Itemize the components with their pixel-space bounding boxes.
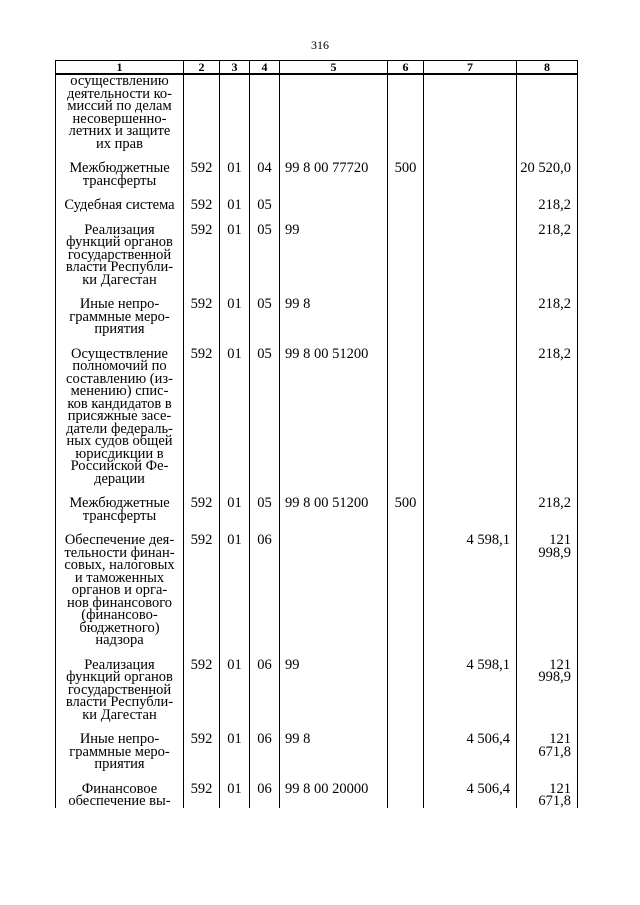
cell-name xyxy=(56,212,184,287)
table-row xyxy=(56,187,578,212)
cell-amount-8: 121 998,9 xyxy=(517,522,578,647)
cell-subsection: 05 xyxy=(250,212,280,287)
name-line: Осуществление xyxy=(71,345,168,362)
name-line: юрисдикции в xyxy=(75,445,164,462)
name-line: ки Дагестан xyxy=(82,706,157,723)
cell-admin-code: 592 xyxy=(184,771,220,808)
cell-target-article: 99 8 00 77720 xyxy=(280,150,388,187)
name-line: Обеспечение дея- xyxy=(64,532,175,548)
cell-amount-7 xyxy=(424,150,517,187)
name-line: Реализация xyxy=(84,221,155,238)
name-line: государственной xyxy=(67,681,172,698)
table-row xyxy=(56,485,578,522)
cell-name xyxy=(56,286,184,336)
cell-name xyxy=(56,336,184,486)
name-line: функций органов xyxy=(66,669,173,685)
name-line: Российской Фе- xyxy=(70,458,169,474)
cell-amount-8: 121 671,8 xyxy=(517,721,578,771)
name-line: приятия xyxy=(94,756,145,772)
cell-amount-8: 121 671,8 xyxy=(517,771,578,808)
name-line: осуществлению xyxy=(70,73,169,89)
cell-subsection: 05 xyxy=(250,485,280,522)
cell-amount-7 xyxy=(424,286,517,336)
cell-amount-8: 218,2 xyxy=(517,187,578,212)
cell-target-article xyxy=(280,522,388,647)
column-header: 5 xyxy=(280,61,388,75)
cell-subsection: 05 xyxy=(250,187,280,212)
name-line: летних и защите xyxy=(68,123,171,139)
cell-name xyxy=(56,74,184,150)
name-line: Иные непро- xyxy=(79,731,160,747)
cell-name xyxy=(56,522,184,647)
cell-target-article xyxy=(280,187,388,212)
table-row xyxy=(56,771,578,808)
name-line: ков кандидатов в xyxy=(67,395,172,412)
cell-admin-code: 592 xyxy=(184,187,220,212)
name-line: нов финансового xyxy=(66,594,173,611)
table-row xyxy=(56,336,578,486)
name-line: и таможенных xyxy=(74,569,165,586)
cell-subsection: 06 xyxy=(250,771,280,808)
cell-amount-7: 4 598,1 xyxy=(424,647,517,722)
name-line: деятельности ко- xyxy=(66,85,173,102)
cell-admin-code: 592 xyxy=(184,522,220,647)
cell-section: 01 xyxy=(220,522,250,647)
name-line: Межбюджетные xyxy=(69,160,170,176)
name-line: трансферты xyxy=(82,172,157,189)
cell-section: 01 xyxy=(220,286,250,336)
name-line: миссий по делам xyxy=(67,98,172,114)
cell-expense-type xyxy=(388,771,424,808)
cell-section: 01 xyxy=(220,150,250,187)
name-line: датели федераль- xyxy=(66,420,173,437)
cell-section: 01 xyxy=(220,721,250,771)
cell-amount-8: 218,2 xyxy=(517,212,578,287)
cell-target-article xyxy=(280,74,388,150)
cell-section: 01 xyxy=(220,647,250,722)
table-row xyxy=(56,522,578,647)
name-line: менению) спис- xyxy=(70,383,169,399)
column-header: 3 xyxy=(220,61,250,75)
cell-expense-type: 500 xyxy=(388,485,424,522)
name-line: обеспечение вы- xyxy=(68,793,171,809)
cell-expense-type xyxy=(388,286,424,336)
cell-name xyxy=(56,187,184,212)
cell-amount-8: 218,2 xyxy=(517,336,578,486)
name-line: органов и орга- xyxy=(71,582,168,598)
cell-target-article: 99 8 00 51200 xyxy=(280,336,388,486)
name-line: тельности финан- xyxy=(64,544,175,561)
name-line: присяжные засе- xyxy=(67,408,172,424)
table-body xyxy=(56,74,578,808)
cell-name xyxy=(56,485,184,522)
table-row xyxy=(56,647,578,722)
cell-amount-7 xyxy=(424,212,517,287)
name-line: составлению (из- xyxy=(66,370,173,387)
cell-admin-code: 592 xyxy=(184,212,220,287)
table-row xyxy=(56,74,578,150)
name-line: государственной xyxy=(67,246,172,263)
name-line: полномочий по xyxy=(72,358,167,374)
name-line: их прав xyxy=(96,135,143,152)
name-line: приятия xyxy=(94,321,145,337)
cell-section xyxy=(220,74,250,150)
cell-expense-type xyxy=(388,187,424,212)
cell-admin-code: 592 xyxy=(184,150,220,187)
cell-section: 01 xyxy=(220,212,250,287)
cell-expense-type: 500 xyxy=(388,150,424,187)
cell-amount-8 xyxy=(517,74,578,150)
cell-expense-type xyxy=(388,721,424,771)
cell-amount-8: 20 520,0 xyxy=(517,150,578,187)
name-line: (финансово- xyxy=(81,607,158,623)
cell-section: 01 xyxy=(220,485,250,522)
cell-subsection: 05 xyxy=(250,336,280,486)
cell-admin-code xyxy=(184,74,220,150)
cell-admin-code: 592 xyxy=(184,286,220,336)
name-line: несовершенно- xyxy=(72,110,167,127)
cell-target-article: 99 8 xyxy=(280,286,388,336)
table-row xyxy=(56,286,578,336)
cell-name xyxy=(56,721,184,771)
cell-subsection: 06 xyxy=(250,721,280,771)
cell-amount-7 xyxy=(424,74,517,150)
column-header: 8 xyxy=(517,61,578,75)
cell-section: 01 xyxy=(220,336,250,486)
name-line: Судебная система xyxy=(64,197,175,213)
cell-subsection: 05 xyxy=(250,286,280,336)
cell-amount-7 xyxy=(424,187,517,212)
cell-target-article: 99 xyxy=(280,212,388,287)
cell-target-article: 99 xyxy=(280,647,388,722)
cell-expense-type xyxy=(388,647,424,722)
cell-expense-type xyxy=(388,522,424,647)
cell-subsection xyxy=(250,74,280,150)
name-line: надзора xyxy=(95,632,144,648)
name-line: ки Дагестан xyxy=(82,271,157,288)
name-line: ных судов общей xyxy=(66,433,173,449)
cell-amount-8: 218,2 xyxy=(517,485,578,522)
cell-target-article: 99 8 00 20000 xyxy=(280,771,388,808)
cell-amount-8: 121 998,9 xyxy=(517,647,578,722)
cell-name xyxy=(56,647,184,722)
table-row xyxy=(56,721,578,771)
name-line: граммные меро- xyxy=(69,308,170,325)
name-line: Иные непро- xyxy=(79,296,160,312)
name-line: трансферты xyxy=(82,507,157,524)
table-row xyxy=(56,150,578,187)
cell-amount-7 xyxy=(424,336,517,486)
name-line: граммные меро- xyxy=(69,743,170,760)
column-header: 6 xyxy=(388,61,424,75)
cell-admin-code: 592 xyxy=(184,647,220,722)
cell-admin-code: 592 xyxy=(184,485,220,522)
name-line: функций органов xyxy=(66,234,173,250)
budget-table xyxy=(55,60,578,808)
cell-subsection: 06 xyxy=(250,522,280,647)
cell-target-article: 99 8 xyxy=(280,721,388,771)
cell-expense-type xyxy=(388,212,424,287)
name-line: власти Республи- xyxy=(65,259,174,275)
cell-section: 01 xyxy=(220,771,250,808)
cell-amount-8: 218,2 xyxy=(517,286,578,336)
cell-subsection: 06 xyxy=(250,647,280,722)
cell-expense-type xyxy=(388,74,424,150)
name-line: бюджетного) xyxy=(79,619,160,636)
cell-amount-7 xyxy=(424,485,517,522)
name-line: Реализация xyxy=(84,656,155,673)
cell-name xyxy=(56,771,184,808)
name-line: власти Республи- xyxy=(65,694,174,710)
cell-target-article: 99 8 00 51200 xyxy=(280,485,388,522)
cell-admin-code: 592 xyxy=(184,336,220,486)
name-line: Финансовое xyxy=(81,780,158,797)
cell-section: 01 xyxy=(220,187,250,212)
cell-admin-code: 592 xyxy=(184,721,220,771)
column-header: 1 xyxy=(56,61,184,75)
table-row xyxy=(56,212,578,287)
name-line: дерации xyxy=(94,470,145,487)
column-header: 4 xyxy=(250,61,280,75)
cell-expense-type xyxy=(388,336,424,486)
column-header: 7 xyxy=(424,61,517,75)
cell-name xyxy=(56,150,184,187)
cell-amount-7: 4 506,4 xyxy=(424,721,517,771)
header-row xyxy=(56,61,578,75)
cell-amount-7: 4 598,1 xyxy=(424,522,517,647)
cell-amount-7: 4 506,4 xyxy=(424,771,517,808)
column-header: 2 xyxy=(184,61,220,75)
cell-subsection: 04 xyxy=(250,150,280,187)
page-number: 316 xyxy=(311,38,329,52)
name-line: совых, налоговых xyxy=(64,557,175,573)
name-line: Межбюджетные xyxy=(69,495,170,511)
